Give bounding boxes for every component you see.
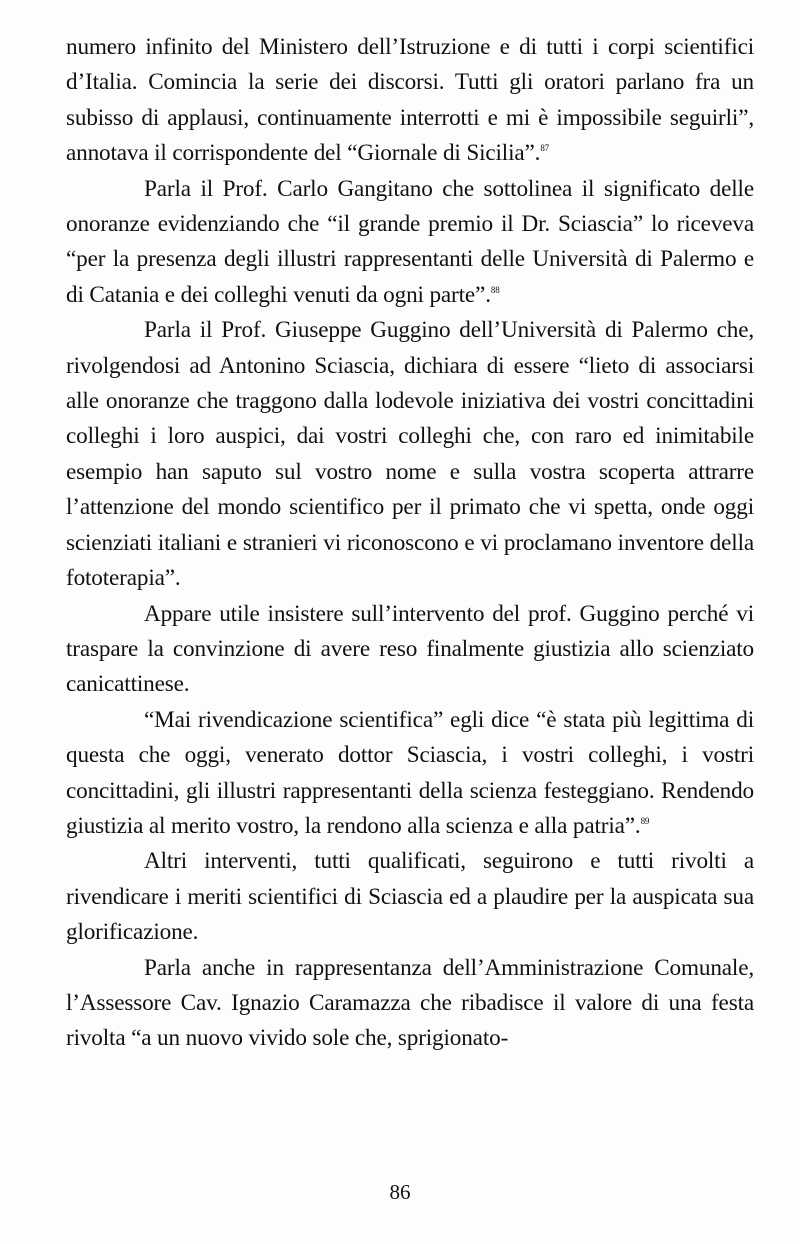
paragraph-2 xyxy=(66,172,754,314)
footnote-marker: 87 xyxy=(540,143,550,154)
paragraph-text: Parla anche in rappresentanza dell’Amministrazione Comunale, l’Assessore Cav. Ignazio Caramazza che ribadisce il valore di una festa rivolta “a un nuovo vivido sole che, sprigionato- xyxy=(66,954,754,1052)
footnote-marker: 89 xyxy=(640,815,650,826)
body-text xyxy=(66,30,754,1057)
page-number: 86 xyxy=(389,1180,411,1204)
paragraph-text: numero infinito del Ministero dell’Istruzione e di tutti i corpi scientifici d’Italia. Comincia la serie dei discorsi. Tutti gli oratori parlano fra un subisso di applausi, continuamente interrotti e mi è impossibile seguirli”, annotava il corrispondente del “Giornale di Sicilia”. xyxy=(66,34,754,167)
paragraph-text: Parla il Prof. Carlo Gangitano che sottolinea il significato delle onoranze evidenziando che “il grande premio il Dr. Sciascia” lo riceveva “per la presenza degli illustri rappresentanti delle Università di Palermo e di Catania e dei colleghi venuti da ogni parte”. xyxy=(66,175,754,308)
paragraph-1 xyxy=(66,30,754,172)
paragraph-6 xyxy=(66,844,754,950)
paragraph-text: Parla il Prof. Giuseppe Guggino dell’Università di Palermo che, rivolgendosi ad Antonino Sciascia, dichiara di essere “lieto di associarsi alle onoranze che traggono dalla lodevole iniziativa dei vostri concittadini colleghi i loro auspici, dai vostri colleghi che, con raro ed inimitabile esempio han saputo sul vostro nome e sulla vostra scoperta attrarre l’attenzione del mondo scientifico per il primato che vi spetta, onde oggi scienziati italiani e stranieri vi riconoscono e vi proclamano inventore della fototerapia”. xyxy=(66,317,754,592)
paragraph-text: Altri interventi, tutti qualificati, seguirono e tutti rivolti a rivendicare i meriti scientifici di Sciascia ed a plaudire per la auspicata sua glorificazione. xyxy=(66,848,754,946)
paragraph-4 xyxy=(66,597,754,703)
paragraph-7 xyxy=(66,951,754,1057)
paragraph-3 xyxy=(66,313,754,596)
footnote-marker: 88 xyxy=(490,284,500,295)
paragraph-text: “Mai rivendicazione scientifica” egli dice “è stata più legittima di questa che oggi, venerato dottor Sciascia, i vostri colleghi, i vostri concittadini, gli illustri rappresentanti della scienza festeggiano. Rendendo giustizia al merito vostro, la rendono alla scienza e alla patria”. xyxy=(66,706,754,839)
paragraph-5 xyxy=(66,703,754,845)
paragraph-text: Appare utile insistere sull’intervento del prof. Guggino perché vi traspare la convinzione di avere reso finalmente giustizia allo scienziato canicattinese. xyxy=(66,600,754,698)
